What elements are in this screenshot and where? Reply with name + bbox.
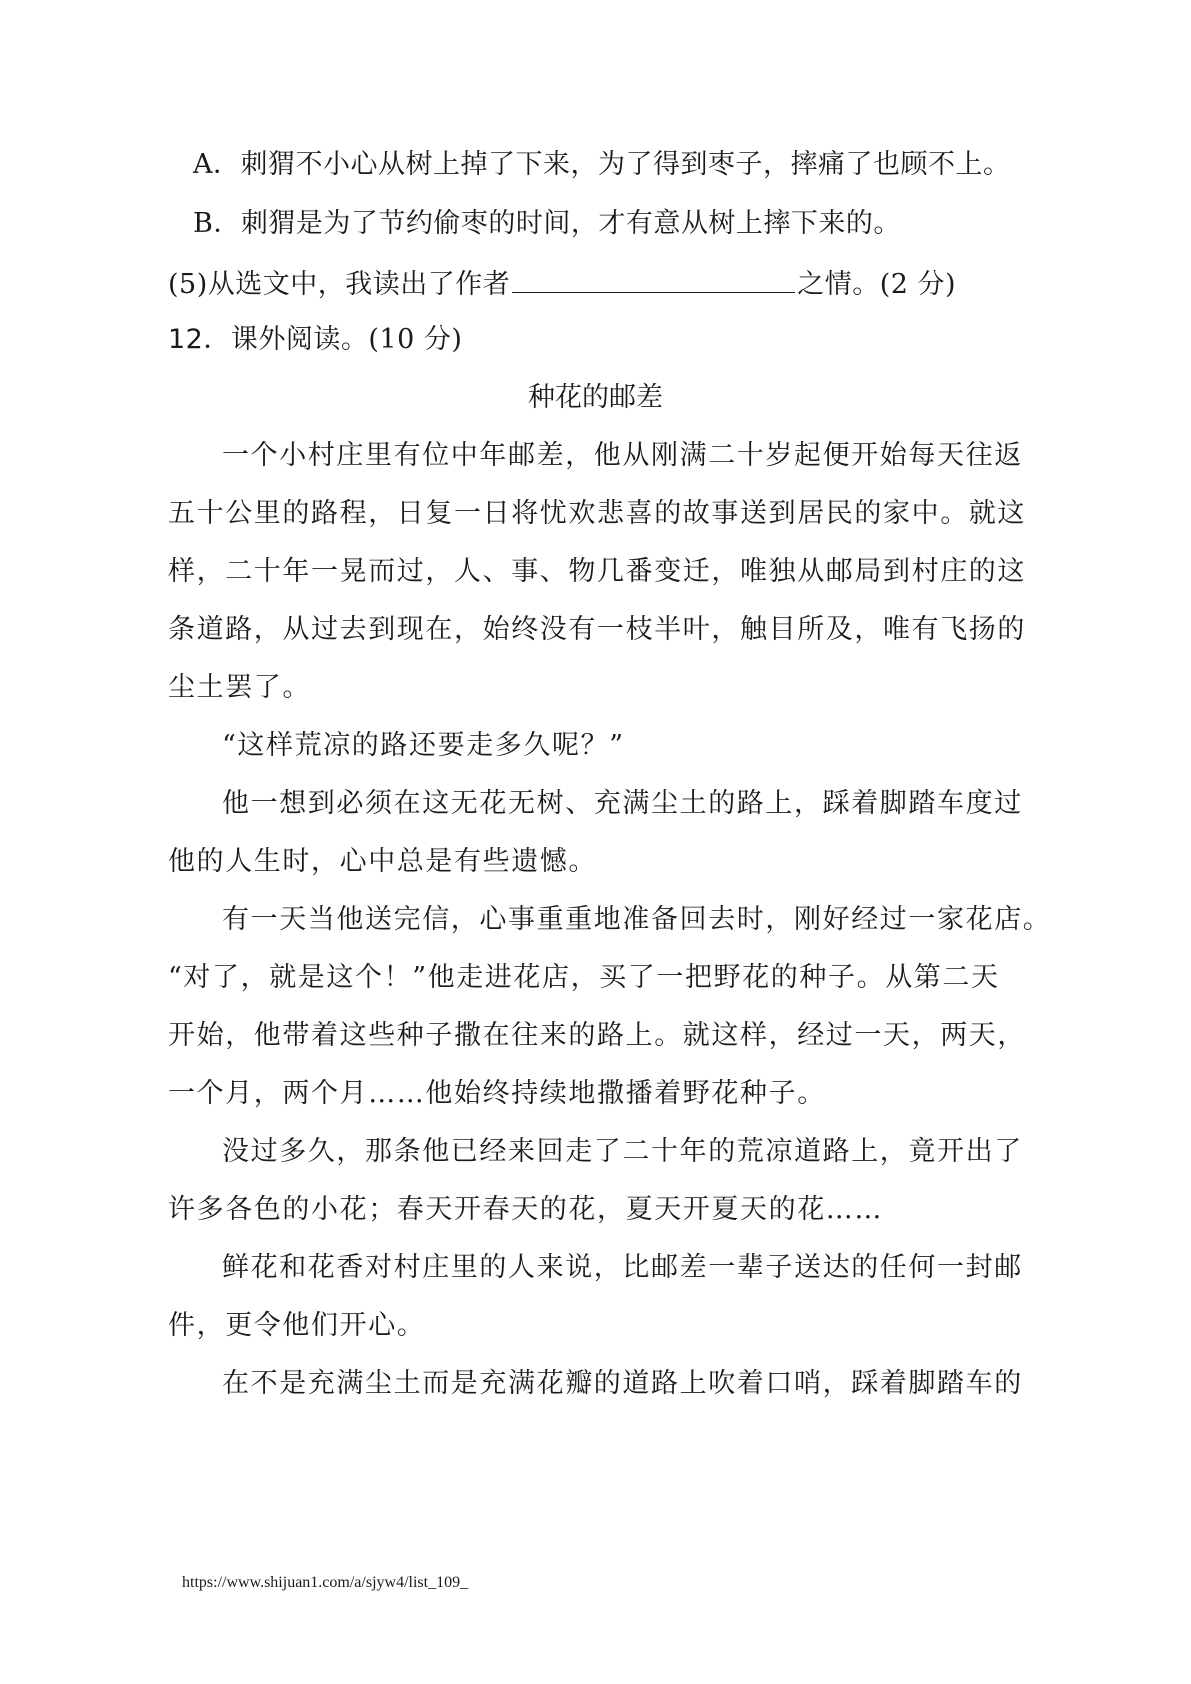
passage-line: 没过多久，那条他已经来回走了二十年的荒凉道路上，竟开出了 (222, 1136, 1023, 1167)
question-5-prompt: (5)从选文中，我读出了作者 (168, 269, 511, 300)
passage-line: 在不是充满尘土而是充满花瓣的道路上吹着口哨，踩着脚踏车的 (222, 1368, 1023, 1399)
passage-line: 鲜花和花香对村庄里的人来说，比邮差一辈子送达的任何一封邮 (222, 1252, 1023, 1283)
footer-url[interactable]: https://www.shijuan1.com/a/sjyw4/list_109_ (182, 1574, 469, 1591)
passage-line: 五十公里的路程，日复一日将忧欢悲喜的故事送到居民的家中。就这 (168, 498, 1026, 529)
passage-line: 他的人生时，心中总是有些遗憾。 (168, 846, 597, 877)
passage-line: 件，更令他们开心。 (168, 1310, 426, 1341)
passage-line: 一个小村庄里有位中年邮差，他从刚满二十岁起便开始每天往返 (222, 440, 1023, 471)
passage-line: “对了，就是这个！”他走进花店，买了一把野花的种子。从第二天 (168, 962, 1000, 993)
question-5-suffix: 之情。(2 分) (797, 269, 957, 300)
passage-line: “这样荒凉的路还要走多久呢？” (222, 730, 625, 761)
passage-line: 许多各色的小花；春天开春天的花，夏天开夏天的花…… (168, 1194, 883, 1225)
passage-line: 样，二十年一晃而过，人、事、物几番变迁，唯独从邮局到村庄的这 (168, 556, 1026, 587)
passage-line: 开始，他带着这些种子撒在往来的路上。就这样，经过一天，两天， (168, 1020, 1026, 1051)
passage-line: 他一想到必须在这无花无树、充满尘土的路上，踩着脚踏车度过 (222, 788, 1023, 819)
passage-line: 有一天当他送完信，心事重重地准备回去时，刚好经过一家花店。 (222, 904, 1052, 935)
passage-line: 条道路，从过去到现在，始终没有一枝半叶，触目所及，唯有飞扬的 (168, 614, 1026, 645)
passage-line: 一个月，两个月……他始终持续地撒播着野花种子。 (168, 1078, 826, 1109)
option-b: B．刺猬是为了节约偷枣的时间，才有意从树上摔下来的。 (193, 208, 901, 239)
option-a: A．刺猬不小心从树上掉了下来，为了得到枣子，摔痛了也顾不上。 (193, 149, 1011, 180)
question-12 (168, 322, 462, 358)
passage-line: 尘土罢了。 (168, 672, 311, 703)
question-12-text: ．课外阅读。(10 分) (203, 324, 463, 355)
question-12-number: 12 (168, 324, 204, 355)
answer-blank[interactable] (512, 264, 795, 293)
passage-title: 种花的邮差 (528, 382, 663, 413)
question-5 (168, 264, 956, 303)
